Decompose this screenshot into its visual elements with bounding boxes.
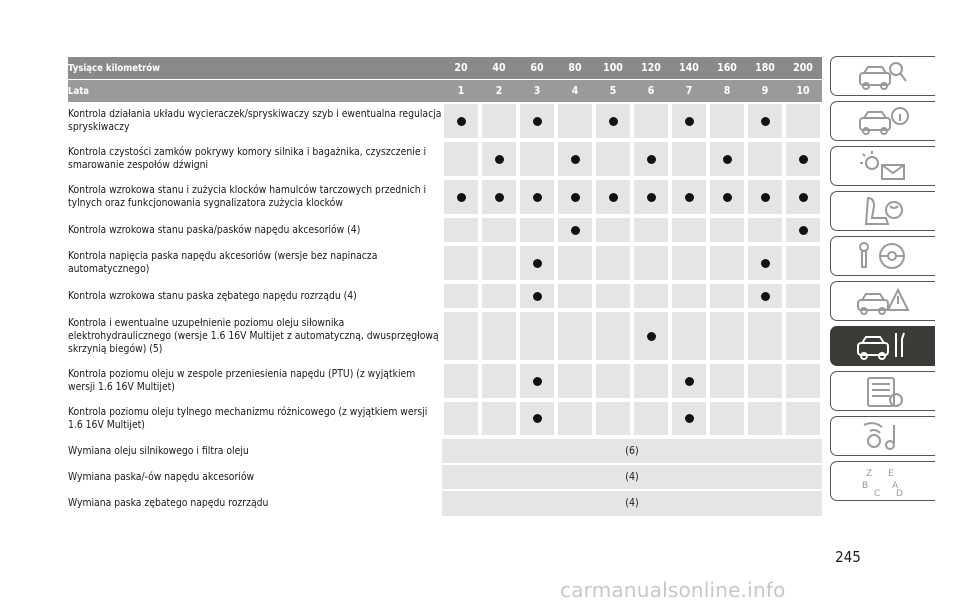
schedule-cell [746,282,784,310]
schedule-cell [594,178,632,216]
check-dot [647,332,656,341]
year-value: 3 [518,80,556,102]
tab-car-maintenance[interactable] [830,326,935,366]
schedule-cell [442,362,480,400]
schedule-cell [594,140,632,178]
check-dot [533,414,542,423]
check-dot [533,193,542,202]
check-dot [571,226,580,235]
km-value: 140 [670,57,708,79]
check-dot [685,193,694,202]
alphabetical-index-icon [854,464,912,498]
km-value: 160 [708,57,746,79]
tab-car-crash-warning[interactable] [830,281,935,321]
schedule-cell [518,400,556,438]
schedule-cell [442,216,480,244]
schedule-cell [442,282,480,310]
check-dot [761,193,770,202]
schedule-cell [518,140,556,178]
km-value: 120 [632,57,670,79]
schedule-cell [746,102,784,140]
schedule-cell [518,282,556,310]
row-label: Wymiana paska zębatego napędu rozrządu [68,496,269,509]
row-label: Kontrola poziomu oleju tylnego mechanizmu różnicowego (z wyjątkiem wersji 1.6 16V Multijet) [68,406,428,431]
year-value: 10 [784,80,822,102]
schedule-cell [632,362,670,400]
key-steering-wheel-icon [854,239,912,273]
schedule-cell [670,362,708,400]
years-label: Lata [68,80,442,102]
year-value: 8 [708,80,746,102]
schedule-cell [784,178,822,216]
schedule-cell [670,178,708,216]
km-value: 60 [518,57,556,79]
check-dot [685,414,694,423]
schedule-cell [480,310,518,362]
check-dot [609,193,618,202]
schedule-cell [480,400,518,438]
schedule-cell [556,400,594,438]
tab-key-steering-wheel[interactable] [830,236,935,276]
check-dot [571,193,580,202]
check-dot [647,193,656,202]
check-dot [457,193,466,202]
car-maintenance-icon [854,329,912,363]
schedule-cell [746,362,784,400]
check-dot [533,117,542,126]
seat-airbag-icon [854,194,912,228]
schedule-cell [670,310,708,362]
check-dot [647,155,656,164]
schedule-cell [480,362,518,400]
km-value: 80 [556,57,594,79]
schedule-cell [556,216,594,244]
schedule-cell [442,102,480,140]
check-dot [799,155,808,164]
table-row [68,438,822,464]
check-dot [685,117,694,126]
multimedia-music-icon [854,419,912,453]
car-crash-warning-icon [854,284,912,318]
schedule-cell [670,102,708,140]
span-cell [442,490,822,516]
km-value: 100 [594,57,632,79]
km-label: Tysiące kilometrów [68,57,442,79]
schedule-cell [442,178,480,216]
year-value: 4 [556,80,594,102]
schedule-cell [632,310,670,362]
table-row [68,216,822,244]
schedule-cell [708,244,746,282]
schedule-cell [518,216,556,244]
row-label: Kontrola poziomu oleju w zespole przeniesienia napędu (PTU) (z wyjątkiem wersji 1.6 16V Multijet) [68,368,416,393]
check-dot [799,226,808,235]
table-row [68,140,822,178]
schedule-cell [632,178,670,216]
schedule-cell [556,362,594,400]
span-note: (6) [625,444,639,457]
year-value: 5 [594,80,632,102]
check-dot [457,117,466,126]
check-dot [533,377,542,386]
schedule-cell [518,310,556,362]
table-row [68,310,822,362]
schedule-cell [708,282,746,310]
tab-specifications-list[interactable] [830,371,935,411]
schedule-cell [480,178,518,216]
svg-text:D: D [896,489,903,498]
check-dot [609,117,618,126]
schedule-cell [518,178,556,216]
span-cell [442,464,822,490]
row-label: Kontrola wzrokowa stanu paska/pasków napędu akcesoriów (4) [68,223,361,236]
schedule-cell [670,244,708,282]
row-label: Kontrola czystości zamków pokrywy komory silnika i bagażnika, czyszczenie i smarowanie zespołów dźwigni [68,146,427,171]
car-info-icon [854,104,912,138]
span-note: (4) [625,470,639,483]
schedule-cell [594,244,632,282]
schedule-cell [556,178,594,216]
year-value: 1 [442,80,480,102]
schedule-cell [632,102,670,140]
schedule-cell [670,140,708,178]
row-label: Wymiana oleju silnikowego i filtra oleju [68,444,249,457]
schedule-cell [746,216,784,244]
schedule-cell [594,282,632,310]
row-label: Kontrola działania układu wycieraczek/spryskiwaczy szyb i ewentualna regulacja spryskiwaczy [68,108,442,133]
check-dot [761,117,770,126]
chapter-tabs [830,56,936,506]
year-value: 9 [746,80,784,102]
km-value: 40 [480,57,518,79]
tab-alphabetical-index[interactable] [830,461,935,501]
row-label: Kontrola napięcia paska napędu akcesoriów (wersje bez napinacza automatycznego) [68,250,378,275]
schedule-cell [708,102,746,140]
tab-car-search[interactable] [830,56,935,96]
schedule-cell [670,400,708,438]
check-dot [761,292,770,301]
table-row [68,400,822,438]
check-dot [685,377,694,386]
check-dot [761,259,770,268]
schedule-cell [670,216,708,244]
table-row [68,282,822,310]
row-label: Kontrola wzrokowa stanu paska zębatego napędu rozrządu (4) [68,289,357,302]
schedule-cell [556,244,594,282]
svg-text:Z: Z [866,469,873,479]
check-dot [723,155,732,164]
schedule-cell [784,244,822,282]
year-value: 7 [670,80,708,102]
specifications-list-icon [854,374,912,408]
km-value: 180 [746,57,784,79]
row-label: Wymiana paska/-ów napędu akcesoriów [68,470,255,483]
span-note: (4) [625,497,639,509]
table-row [68,244,822,282]
schedule-cell [784,362,822,400]
table-row [68,464,822,490]
check-dot [495,155,504,164]
maintenance-schedule-table [68,57,822,516]
table-row [68,178,822,216]
schedule-cell [708,216,746,244]
year-value: 2 [480,80,518,102]
schedule-cell [746,400,784,438]
schedule-cell [480,244,518,282]
check-dot [533,292,542,301]
schedule-cell [480,140,518,178]
header-years-row [68,80,822,102]
header-km-row [68,57,822,79]
km-value: 20 [442,57,480,79]
span-cell [442,438,822,464]
schedule-cell [594,310,632,362]
check-dot [799,193,808,202]
tab-car-info[interactable] [830,101,935,141]
schedule-cell [518,244,556,282]
schedule-cell [784,400,822,438]
schedule-cell [746,310,784,362]
schedule-cell [708,310,746,362]
schedule-cell [708,400,746,438]
tab-seat-airbag[interactable] [830,191,935,231]
row-label: Kontrola wzrokowa stanu i zużycia klocków hamulców tarczowych przednich i tylnych oraz funkcjonowania sygnalizatora zużycia klocków [68,184,427,209]
year-value: 6 [632,80,670,102]
svg-text:B: B [862,481,869,491]
schedule-cell [632,282,670,310]
check-dot [533,259,542,268]
schedule-cell [784,282,822,310]
svg-text:A: A [892,481,899,491]
table-row [68,362,822,400]
page-number: 245 [835,548,861,566]
schedule-cell [708,362,746,400]
warning-lights-mail-icon [854,149,912,183]
tab-multimedia-music[interactable] [830,416,935,456]
car-search-icon [854,59,912,93]
schedule-cell [594,362,632,400]
schedule-cell [594,102,632,140]
schedule-cell [746,244,784,282]
schedule-cell [784,140,822,178]
schedule-cell [518,102,556,140]
schedule-cell [556,282,594,310]
schedule-cell [746,178,784,216]
schedule-cell [784,216,822,244]
svg-text:E: E [888,469,894,479]
row-label: Kontrola i ewentualne uzupełnienie poziomu oleju siłownika elektrohydraulicznego (wersje 1.6 16V Multijet z automatyczną, dwusprzęgłową skrzynią biegów) (5) [68,316,439,355]
schedule-cell [442,310,480,362]
schedule-cell [556,102,594,140]
tab-warning-lights-mail[interactable] [830,146,935,186]
table-row [68,102,822,140]
schedule-cell [708,178,746,216]
schedule-cell [708,140,746,178]
schedule-cell [784,310,822,362]
schedule-cell [480,216,518,244]
schedule-cell [594,400,632,438]
schedule-cell [594,216,632,244]
schedule-cell [442,244,480,282]
schedule-cell [784,102,822,140]
check-dot [571,155,580,164]
schedule-cell [632,216,670,244]
schedule-cell [442,140,480,178]
schedule-cell [746,140,784,178]
schedule-cell [556,140,594,178]
schedule-cell [480,282,518,310]
schedule-cell [480,102,518,140]
table-row [68,490,822,516]
schedule-cell [518,362,556,400]
schedule-cell [632,244,670,282]
check-dot [495,193,504,202]
schedule-cell [632,400,670,438]
km-value: 200 [784,57,822,79]
schedule-cell [670,282,708,310]
schedule-cell [632,140,670,178]
check-dot [723,193,732,202]
schedule-cell [442,400,480,438]
schedule-cell [556,310,594,362]
watermark: carmanualsonline.info [560,578,786,602]
svg-text:C: C [874,489,881,498]
